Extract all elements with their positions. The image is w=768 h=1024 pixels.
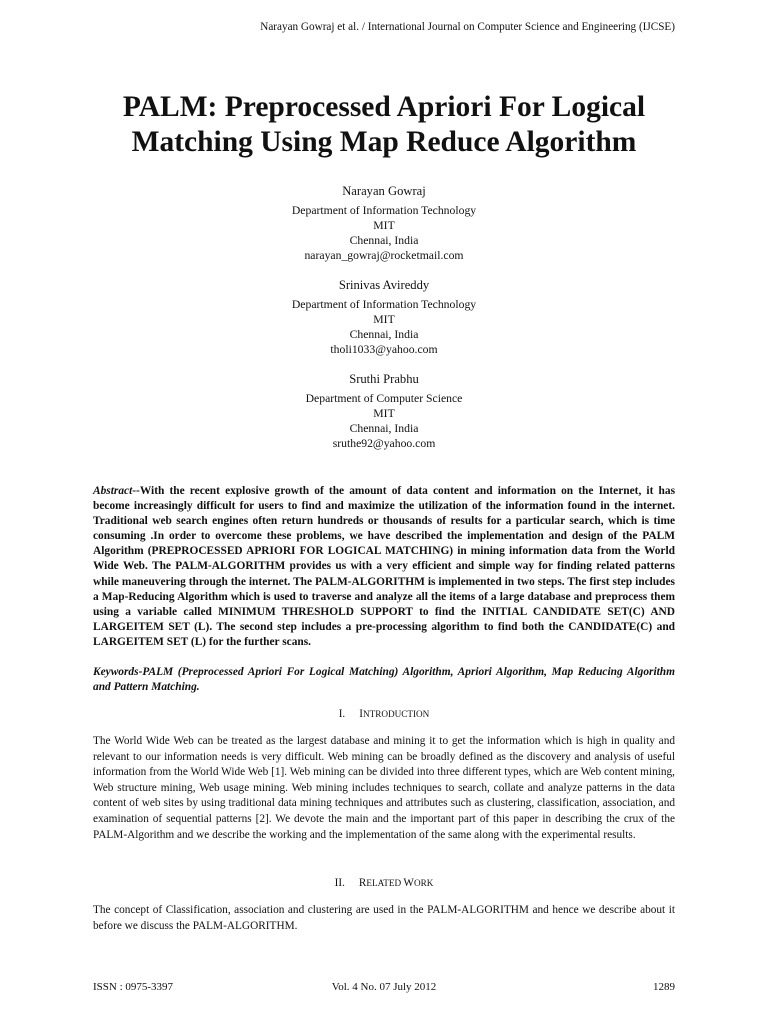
abstract bbox=[93, 484, 675, 650]
author-department: Department of Computer Science bbox=[305, 392, 463, 405]
author-institution: MIT bbox=[373, 407, 395, 420]
abstract-text: With the recent explosive growth of the amount of data content and information on the Internet, it has become increasingly difficult for users to find and maximize the utilization of the information found in the internet. Traditional web search engines often return hundreds or thousands of results for a particular search, which is time consuming .In order to overcome these problems, we have described the implementation and design of the PALM Algorithm (PREPROCESSED APRIORI FOR LOGICAL MATCHING) in mining information data from the World Wide Web. The PALM-ALGORITHM provides us with a very efficient and simple way for finding related patterns while maneuvering through the internet. The PALM-ALGORITHM is implemented in two steps. The first step includes a Map-Reducing Algorithm which is used to traverse and analyze all the items of a large database and preprocess them using a variable called MINIMUM THRESHOLD SUPPORT to find the INITIAL CANDIDATE SET(C) AND LARGEITEM SET (L). The second step includes a pre-processing algorithm to find both the CANDIDATE(C) and LARGEITEM SET (L) for the further scans. bbox=[93, 485, 675, 648]
introduction-paragraph: The World Wide Web can be treated as the largest database and mining it to get the information which is high in quality and relevant to our information needs is very difficult. Web mining can be broadly defined as the discovery and analysis of useful information from the World Wide Web [1]. Web mining can be divided into three different types, which are Web content mining, Web structure mining, Web usage mining. Web mining includes techniques to search, collate and analyze patterns in the data content of web sites by using traditional data mining techniques and attributes such as clustering, classification, association, and examination of sequential patterns [2]. We devote the main and the important part of this paper in describing the crux of the PALM-Algorithm and we describe the working and the implementation of the same along with the experimental results. bbox=[93, 735, 675, 841]
author-location: Chennai, India bbox=[349, 234, 419, 247]
footer-page-number: 1289 bbox=[653, 981, 675, 993]
running-header: Narayan Gowraj et al. / International Journal on Computer Science and Engineering (IJCSE) bbox=[260, 21, 675, 33]
abstract-dash: -- bbox=[132, 485, 140, 497]
keywords-text: PALM (Preprocessed Apriori For Logical Matching) Algorithm, Apriori Algorithm, Map Reducing Algorithm and Pattern Matching. bbox=[93, 666, 675, 694]
section-title-rest-2: ORK bbox=[413, 878, 434, 888]
section-title-rest: NTRODUCTION bbox=[362, 709, 430, 719]
author-block bbox=[0, 184, 768, 278]
author-location: Chennai, India bbox=[349, 422, 419, 435]
author-name: Srinivas Avireddy bbox=[338, 278, 430, 292]
section-number: II. bbox=[334, 877, 345, 889]
keywords-label: Keywords bbox=[93, 666, 139, 678]
author-email: sruthe92@yahoo.com bbox=[332, 437, 436, 450]
title-line-1: PALM: Preprocessed Apriori For Logical bbox=[122, 91, 646, 123]
author-department: Department of Information Technology bbox=[291, 204, 477, 217]
keywords bbox=[93, 665, 675, 695]
section-title-rest: ELATED bbox=[366, 878, 404, 888]
author-block bbox=[0, 372, 768, 466]
paper-title bbox=[60, 90, 708, 160]
author-email: narayan_gowraj@rocketmail.com bbox=[304, 249, 464, 262]
keywords-dash: - bbox=[138, 666, 143, 678]
author-block bbox=[0, 278, 768, 372]
footer-issn: ISSN : 0975-3397 bbox=[93, 981, 174, 993]
author-name: Sruthi Prabhu bbox=[349, 372, 419, 386]
title-line-2: Matching Using Map Reduce Algorithm bbox=[131, 126, 637, 158]
author-institution: MIT bbox=[373, 219, 395, 232]
author-list bbox=[0, 184, 768, 466]
author-department: Department of Information Technology bbox=[291, 298, 477, 311]
related-work-paragraph: The concept of Classification, association and clustering are used in the PALM-ALGORITHM and hence we describe about it before we discuss the PALM-ALGORITHM. bbox=[93, 904, 675, 932]
author-name: Narayan Gowraj bbox=[342, 184, 426, 198]
footer-volume: Vol. 4 No. 07 July 2012 bbox=[331, 981, 437, 993]
section-heading-introduction bbox=[0, 707, 768, 721]
author-email: tholi1033@yahoo.com bbox=[330, 343, 438, 356]
section-heading-related-work bbox=[0, 876, 768, 890]
section-title-initial: R bbox=[358, 877, 367, 889]
section-title-initial-2: W bbox=[403, 877, 414, 889]
author-institution: MIT bbox=[373, 313, 395, 326]
section-title-initial: I bbox=[359, 708, 363, 720]
author-location: Chennai, India bbox=[349, 328, 419, 341]
section-number: I. bbox=[338, 708, 346, 720]
abstract-label: Abstract bbox=[93, 485, 133, 497]
